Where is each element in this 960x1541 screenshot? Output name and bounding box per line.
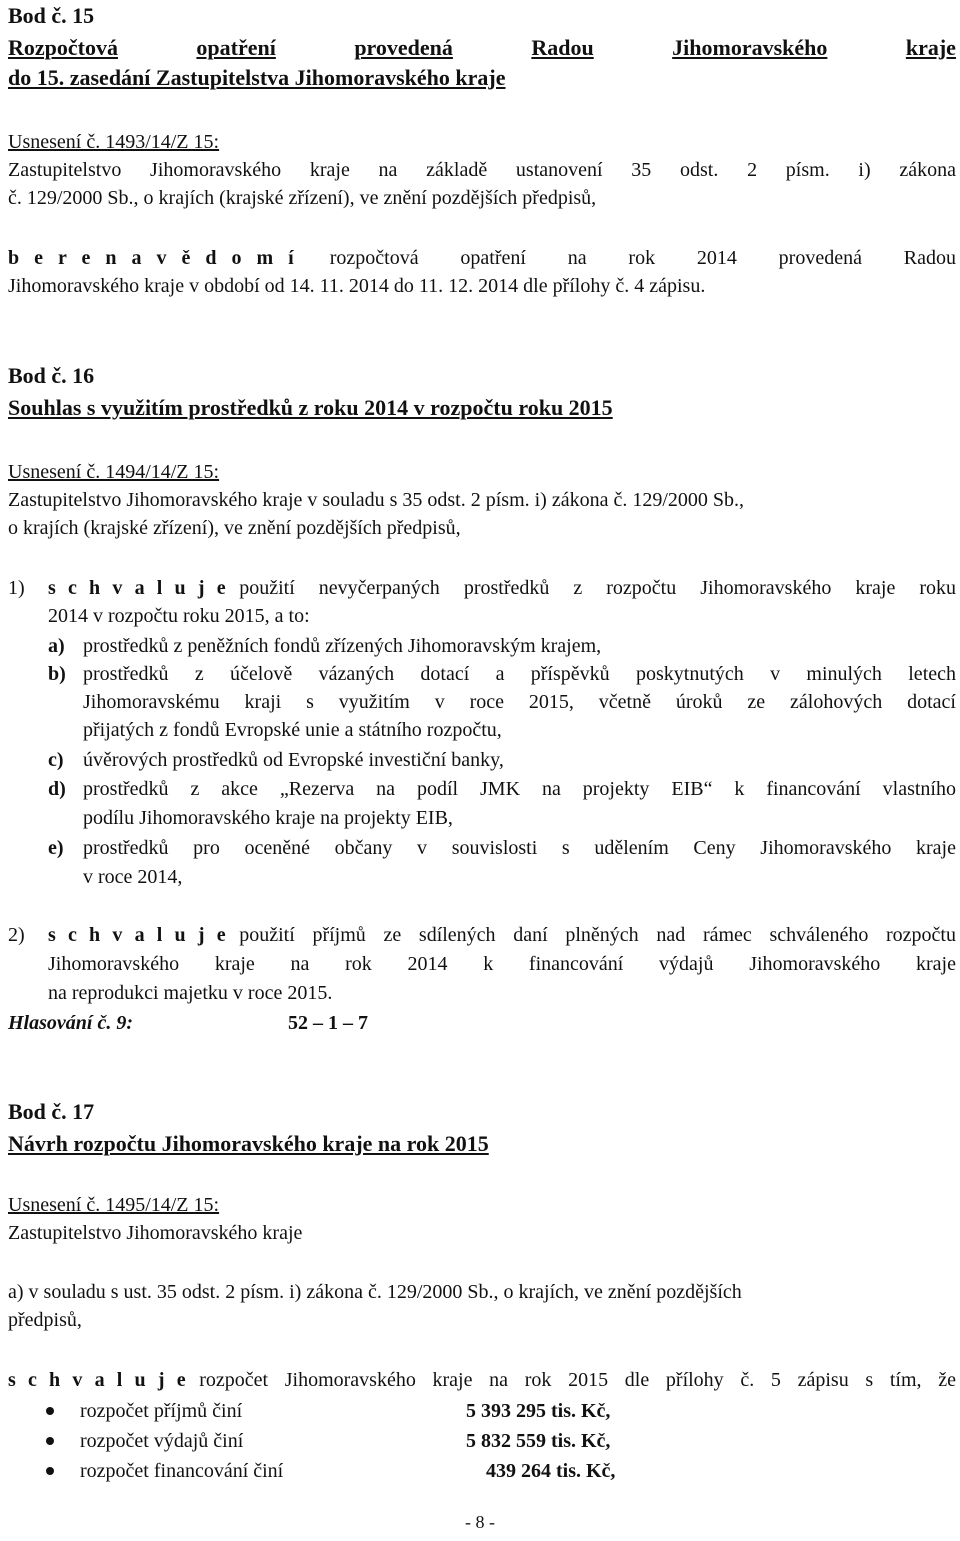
paragraph-line: č. 129/2000 Sb., o krajích (krajské zřízení), ve znění pozdějších předpisů, [8,187,597,209]
title-word: kraje [905,35,956,60]
voting-result [8,1009,956,1037]
voting-count: 52 – 1 – 7 [288,1012,368,1034]
paragraph-line: na reprodukci majetku v roce 2015. [48,982,333,1004]
bullet-icon [46,1407,54,1415]
sub-item-label: b) [48,663,66,685]
usneseni-block-1493 [8,128,956,212]
section-title-line-1 [8,34,956,62]
paragraph-line: Jihomoravského kraje na rok 2014 k financování výdajů Jihomoravského kraje [48,953,956,975]
section-bod-15 [8,2,956,92]
paragraph-line [48,574,956,602]
sub-item-text: prostředků z akce „Rezerva na podíl JMK na projekty EIB“ k financování vlastního [83,778,956,800]
schvaluje-verb: s c h v a l u j e [8,1369,190,1391]
paragraph-text: použití příjmů ze sdílených daní plněných nad rámec schváleného rozpočtu [239,924,956,946]
section-bod-17 [8,1098,956,1158]
title-word: Rozpočtová [8,35,118,60]
budget-item-value: 5 393 295 tis. Kč, [466,1400,611,1422]
usneseni-block-1495 [8,1191,956,1247]
bere-na-vedomi-paragraph [8,244,956,300]
paragraph-line: 2014 v rozpočtu roku 2015, a to: [48,605,310,627]
resolution-number: Usnesení č. 1493/14/Z 15: [8,131,220,153]
sub-item-label: a) [48,635,65,657]
sub-item-text: prostředků z peněžních fondů zřízených Jihomoravským krajem, [83,635,602,657]
paragraph-line: Zastupitelstvo Jihomoravského kraje [8,1222,303,1244]
budget-item-label: rozpočet příjmů činí [80,1400,243,1422]
sub-item-text: přijatých z fondů Evropské unie a státního rozpočtu, [83,719,502,741]
paragraph-line: a) v souladu s ust. 35 odst. 2 písm. i) zákona č. 129/2000 Sb., o krajích, ve znění pozdějších [8,1281,742,1303]
schvaluje-verb: s c h v a l u j e [48,924,230,946]
title-word: Jihomoravského [672,35,828,60]
list-item [8,1457,956,1485]
page-number: - 8 - [465,1512,495,1532]
paragraph-line: Zastupitelstvo Jihomoravského kraje v souladu s 35 odst. 2 písm. i) zákona č. 129/2000 Sb., [8,489,745,511]
paragraph-line: o krajích (krajské zřízení), ve znění pozdějších předpisů, [8,517,461,539]
sub-item-text: podílu Jihomoravského kraje na projekty EIB, [83,807,453,829]
title-word: opatření [196,35,276,60]
sub-item-label: e) [48,837,64,859]
title-word: Radou [531,35,594,60]
budget-item-value: 439 264 tis. Kč, [486,1460,616,1482]
list-item [8,1397,956,1425]
paragraph-text: rozpočet Jihomoravského kraje na rok 2015 dle přílohy č. 5 zápisu s tím, že [199,1369,956,1391]
paragraph-line: Zastupitelstvo Jihomoravského kraje na základě ustanovení 35 odst. 2 písm. i) zákona [8,159,956,181]
usneseni-block-1494 [8,458,956,542]
voting-label: Hlasování č. 9: [8,1012,133,1034]
paragraph-line [48,921,956,949]
item-a [8,1278,956,1334]
sub-item-text: Jihomoravskému kraji s využitím v roce 2015, včetně úroků ze zálohových dotací [83,691,956,713]
paragraph-line [8,1366,956,1394]
bullet-icon [46,1467,54,1475]
section-title: Návrh rozpočtu Jihomoravského kraje na rok 2015 [8,1131,489,1156]
schvaluje-paragraph [8,1366,956,1394]
paragraph-text: použití nevyčerpaných prostředků z rozpočtu Jihomoravského kraje roku [239,577,956,599]
section-number: Bod č. 16 [8,363,95,388]
schvaluje-verb: s c h v a l u j e [48,577,230,599]
paragraph-line: předpisů, [8,1309,82,1331]
sub-item-text: úvěrových prostředků od Evropské investiční banky, [83,749,504,771]
paragraph-line: Jihomoravského kraje v období od 14. 11. 2014 do 11. 12. 2014 dle přílohy č. 4 zápisu. [8,275,706,297]
bere-na-vedomi-verb: b e r e n a v ě d o m í [8,247,294,269]
list-item [8,1427,956,1455]
sub-item-text: v roce 2014, [83,866,183,888]
paragraph-line [8,244,956,272]
title-word: provedená [354,35,453,60]
sub-item-text: prostředků pro oceněné občany v souvislosti s udělením Ceny Jihomoravského kraje [83,837,956,859]
item-number: 2) [8,924,25,946]
budget-item-label: rozpočet financování činí [80,1460,284,1482]
resolution-number: Usnesení č. 1495/14/Z 15: [8,1194,220,1216]
sub-item-text: prostředků z účelově vázaných dotací a příspěvků poskytnutých v minulých letech [83,663,956,685]
section-number: Bod č. 17 [8,1099,95,1124]
section-title: Souhlas s využitím prostředků z roku 2014 v rozpočtu roku 2015 [8,395,613,420]
sub-item-label: c) [48,749,64,771]
section-number: Bod č. 15 [8,3,95,28]
section-bod-16 [8,362,956,422]
paragraph-text: rozpočtová opatření na rok 2014 provedená Radou [329,247,956,269]
budget-item-value: 5 832 559 tis. Kč, [466,1430,611,1452]
sub-item-label: d) [48,778,66,800]
resolution-number: Usnesení č. 1494/14/Z 15: [8,461,220,483]
budget-item-label: rozpočet výdajů činí [80,1430,244,1452]
item-number: 1) [8,577,25,599]
bullet-icon [46,1437,54,1445]
section-title-line-2: do 15. zasedání Zastupitelstva Jihomoravského kraje [8,65,506,90]
